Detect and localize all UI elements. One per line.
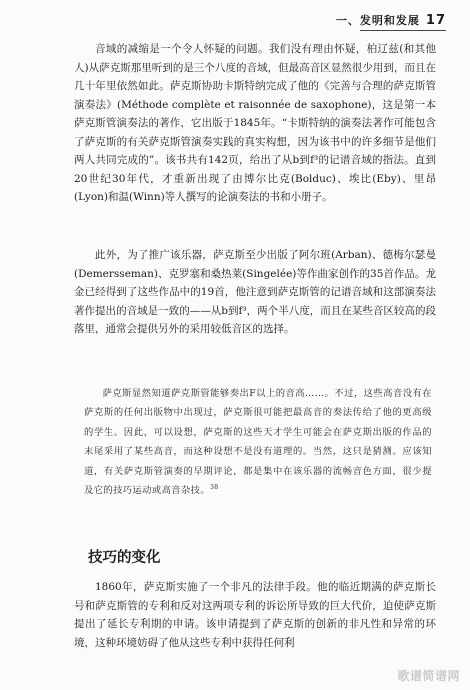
header-rule — [360, 30, 446, 31]
paragraph-3 — [74, 578, 436, 652]
section-heading: 技巧的变化 — [88, 550, 161, 566]
paragraph-3-text: 1860年，萨克斯实施了一个非凡的法律手段。他的临近期满的萨克斯长号和萨克斯管的专利和反对这两项专利的诉讼所导致的巨大代价，迫使萨克斯提出了延长专利期的申请。该申请提到了萨克斯的创新的非凡性和异常的环境，这种环境妨碍了他从这些专利中获得任何利 — [74, 581, 436, 649]
block-quote-text: 萨克斯显然知道萨克斯管能够奏出F以上的音高……。不过，这些高音没有在萨克斯的任何出版物中出现过，萨克斯很可能把最高音的奏法传给了他的更高级的学生。因此，可以设想，萨克斯的这些天才学生可能会在萨克斯出版的作品的末尾采用了某些高音，而这种设想不是没有道理的。当然，这只是猜测。应该知道，有关萨克斯管演奏的早期评论，都是集中在该乐器的流畅音色方面，很少提及它的技巧运动或高音杂技。 — [84, 388, 432, 497]
page-number: 17 — [425, 13, 446, 28]
header-section-title: 一、发明和发展 — [335, 14, 420, 27]
paragraph-1-text: 音域的减缩是一个令人怀疑的问题。我们没有理由怀疑，柏辽兹(和其他人)从萨克斯那里听到的是三个八度的音域，但最高音区显然很少用到，而且在几十年里依然如此。萨克斯协助卡斯特纳完成了他的《完善与合理的萨克斯管演奏法》(Méthode complète et raisonnée de saxophone)，这是第一本萨克斯管演奏法的著作，它出版于1845年。“卡斯特纳的演奏法著作可能包含了萨克斯的有关萨克斯管演奏实践的真实构想，因为该书中的许多细节是他们两人共同完成的”。该书共有142页，给出了从b到f³的记谱音域的指法。直到20世纪30年代，才重新出现了由博尔比克(Bolduc)、埃比(Eby)、里昂(Lyon)和温(Winn)等人撰写的论演奏法的书和小册子。 — [74, 43, 436, 203]
running-header — [336, 12, 446, 28]
paragraph-2 — [74, 246, 436, 339]
footnote-ref-38: 38 — [210, 483, 219, 491]
block-quote-paragraph — [84, 384, 432, 500]
paragraph-1 — [74, 40, 436, 207]
block-quote — [84, 384, 432, 500]
paragraph-2-text: 此外，为了推广该乐器，萨克斯至少出版了阿尔班(Arban)、德梅尔瑟曼(Demersseman)、克罗塞和桑热莱(Singelée)等作曲家创作的35首作品。龙金已经得到了这些作品中的19首，他注意到萨克斯管的记谱音域和这部演奏法著作提出的音域是一致的——从b到f³，两个半八度，而且在某些音区较高的段落里，通常会提供另外的采用较低音区的选择。 — [74, 249, 436, 335]
watermark-logo: 歌谱简谱网 — [397, 669, 460, 683]
